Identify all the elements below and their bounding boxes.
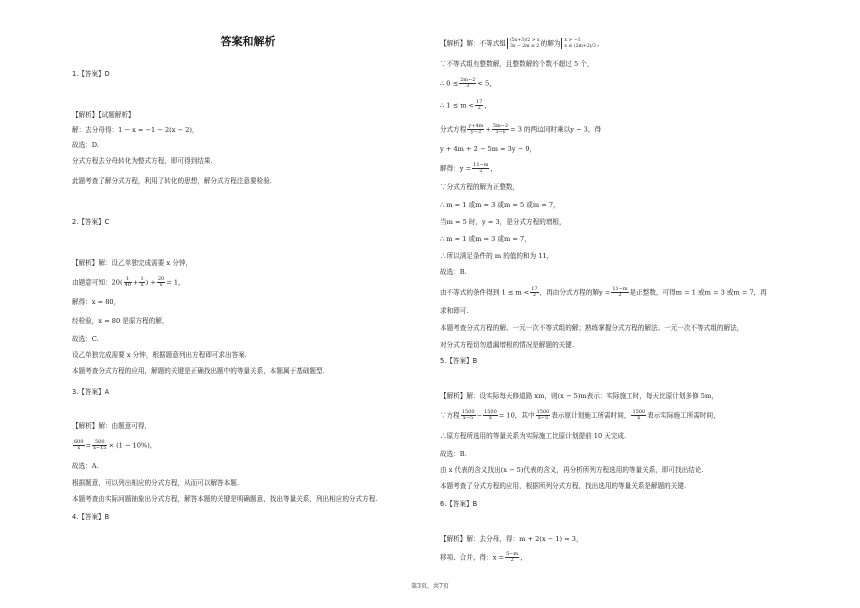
q1-answer: 1.【答案】D xyxy=(72,70,110,78)
q3-equation: $\frac{600}{x}$ = $\frac{500}{x-15}$ × (1 − 10%)， xyxy=(74,439,157,451)
q3-summary: 本题考查由实际问题抽象出分式方程，解答本题的关键是明确题意，找出等量关系，列出相应的分式方程. xyxy=(72,495,378,503)
q5-method: 由 x 代表的含义找出(x − 5)代表的含义，再分析所列方程选用的等量关系，即可找出结论. xyxy=(440,466,704,474)
q4-m-range: ∴ 1 ≤ m < $\frac{17}{2}$ ， xyxy=(440,99,492,111)
q5-summary: 本题考查了分式方程的应用，根据所列分式方程，找出选用的等量关系是解题的关键. xyxy=(440,482,687,490)
q4-answer: 4.【答案】B xyxy=(72,513,110,521)
q5-equation: ∵方程 $\frac{1500}{x-5}$ − $\frac{1500}{x}$ = 10，其中 $\frac{1500}{x-5}$ 表示原计划施工所需时间， $\frac{1500}{x}$ 表示实际施工所需时间， xyxy=(440,409,720,421)
q1-analysis-header: 【解析】【试题解析】 xyxy=(72,111,135,119)
q2-answer: 2.【答案】C xyxy=(72,218,110,226)
q3-analysis: 【解析】解：由题意可得， xyxy=(72,422,152,430)
q4-condition: ∵不等式组有整数解，且整数解的个数不超过 5 个， xyxy=(440,60,594,68)
q4-summary-1: 本题考查分式方程的解、一元一次不等式组的解；熟练掌握分式方程的解法、一元一次不等式组的解法， xyxy=(440,324,744,332)
q6-analysis: 【解析】解：去分母，得：m + 2(x − 1) = 3， xyxy=(440,535,583,543)
q4-m-values: ∴ m = 1 或m = 3 或m = 5 或m = 7， xyxy=(440,201,560,209)
q2-choice: 故选：C. xyxy=(72,335,99,343)
q2-solve: 解得：x = 80， xyxy=(72,298,121,306)
q2-equation: 由题意可知：20( $\frac{1}{40}$ + $\frac{1}{x}$ ) + $\frac{20}{x}$ = 1， xyxy=(72,276,185,288)
q5-choice: 故选：B. xyxy=(440,450,467,458)
q3-method: 根据题意，可以列出相应的分式方程，从而可以解答本题. xyxy=(72,479,239,487)
q1-summary: 此题考查了解分式方程，利用了转化的思想，解分式方程注意要检验. xyxy=(72,177,272,185)
q5-analysis: 【解析】解：设实际每天修道路 xm，则(x − 5)m表示：实际施工时，每天比原计划多修 5m， xyxy=(440,392,718,400)
q4-extraneous: 当m = 5 时，y = 3，是分式方程的增根， xyxy=(440,218,566,226)
q4-range: ∴ 0 ≤ $\frac{2m-2}{3}$ < 5， xyxy=(440,77,496,89)
q5-relation: ∴原方程所选用的等量关系为实际施工比原计划提前 10 天完成. xyxy=(440,432,627,440)
q5-answer: 5.【答案】B xyxy=(440,357,478,365)
q2-analysis: 【解析】解：设乙单独完成需要 x 分钟， xyxy=(72,259,193,267)
q1-choice: 故选：D. xyxy=(72,141,99,149)
q2-method: 设乙单独完成需要 x 分钟，根据题意列出方程即可求出答案. xyxy=(72,351,247,359)
q6-answer: 6.【答案】B xyxy=(440,500,478,508)
q4-sum: ∴所以满足条件的 m 的值的和为 11， xyxy=(440,252,554,260)
q4-fraction-eq: 分式方程 $\frac{y+4m}{y-3}$ + $\frac{5m-2}{3-y}$ = 3 的两边同时乘以y − 3，得 xyxy=(440,123,602,135)
q4-system: 【解析】解：不等式组 (5x+3)/2 > x 3x − 2m ≤ 2 的解为 x > −1 x ≤ (2m+2)/3 ， xyxy=(440,38,604,49)
page-footer: 第3页，共7页 xyxy=(411,583,449,590)
q4-m-final: ∴ m = 1 或m = 3 或m = 7， xyxy=(440,235,531,243)
q4-method-end: 求和即可. xyxy=(440,307,469,315)
q4-choice: 故选：B. xyxy=(440,268,467,276)
q3-choice: 故选：A. xyxy=(72,462,99,470)
page-title: 答案和解析 xyxy=(220,35,276,48)
q4-solve-y: 解得：y = $\frac{11-m}{2}$ ， xyxy=(440,162,498,174)
q3-answer: 3.【答案】A xyxy=(72,388,110,396)
q2-summary: 本题考查分式方程的应用，解题的关键是正确找出题中的等量关系，本题属于基础题型. xyxy=(72,367,325,375)
q1-step: 解：去分母得：1 − x = −1 − 2(x − 2)， xyxy=(72,126,199,134)
q4-expand: y + 4m + 2 − 5m = 3y − 9， xyxy=(440,145,537,153)
q1-method: 分式方程去分母转化为整式方程，即可得到结果. xyxy=(72,157,213,165)
q4-method: 由不等式的条件得到 1 ≤ m < $\frac{17}{2}$ ，再由分式方程的解y = $\frac{11-m}{2}$ 是正整数，可得m = 1 或m = 3 或m = 7，再 xyxy=(440,286,767,298)
q4-summary-2: 对分式方程切勿遗漏增根的情况是解题的关键. xyxy=(440,341,574,349)
q6-solve: 移项、合并，得：x = $\frac{5-m}{2}$ ， xyxy=(440,551,527,563)
q4-int: ∵分式方程的解为正整数， xyxy=(440,183,520,191)
q2-check: 经检验，x = 80 是原方程的解， xyxy=(72,317,169,325)
